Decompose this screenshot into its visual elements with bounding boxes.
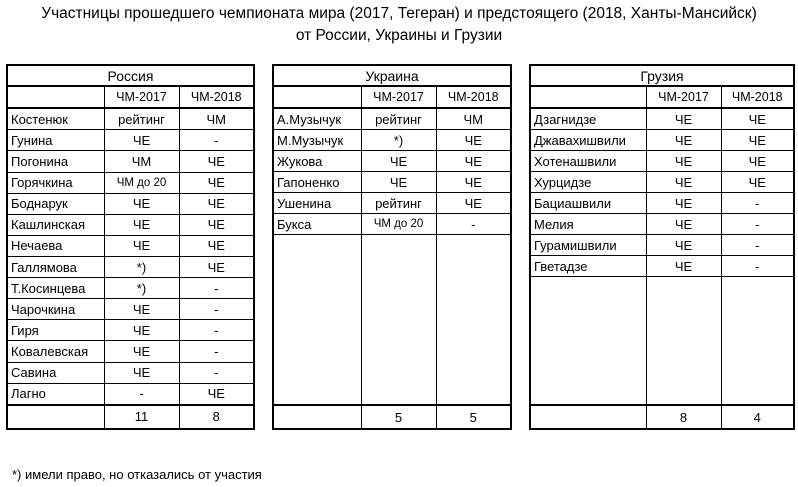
cell-2017: ЧЕ: [104, 193, 179, 214]
totals-row: [273, 405, 511, 429]
cell-2017: рейтинг: [361, 193, 436, 214]
table-row: [273, 214, 511, 235]
cell-2018: ЧЕ: [179, 193, 254, 214]
empty-filler-row: [273, 235, 511, 406]
table-row: [530, 151, 794, 172]
table-row: [7, 362, 254, 383]
country-name: Украина: [273, 65, 511, 86]
player-name: Погонина: [7, 151, 104, 172]
cell-2017: ЧЕ: [104, 299, 179, 320]
table-row: [273, 108, 511, 130]
column-header-2018: ЧМ-2018: [721, 86, 794, 108]
cell-2017: *): [104, 278, 179, 299]
total-2018: 4: [721, 405, 794, 429]
table-row: [530, 256, 794, 277]
totals-row: [530, 405, 794, 429]
table-row: [7, 108, 254, 130]
player-name: Гиря: [7, 320, 104, 341]
cell-2017: ЧЕ: [646, 214, 721, 235]
country-name: Грузия: [530, 65, 794, 86]
table-row: [530, 235, 794, 256]
column-header-empty: [530, 86, 646, 108]
filler-cell: [530, 277, 646, 406]
cell-2017: ЧЕ: [361, 172, 436, 193]
table-row: [273, 172, 511, 193]
cell-2017: ЧЕ: [646, 172, 721, 193]
russia-table: [6, 64, 255, 430]
cell-2017: -: [104, 383, 179, 405]
cell-2018: ЧЕ: [179, 172, 254, 193]
table-row: [7, 130, 254, 151]
player-name: Хурцидзе: [530, 172, 646, 193]
totals-label-empty: [273, 405, 361, 429]
player-name: М.Музычук: [273, 130, 361, 151]
cell-2017: ЧЕ: [104, 235, 179, 256]
player-name: Хотенашвили: [530, 151, 646, 172]
player-name: Жукова: [273, 151, 361, 172]
table-row: [7, 320, 254, 341]
cell-2017: ЧЕ: [646, 151, 721, 172]
cell-2018: ЧЕ: [179, 235, 254, 256]
cell-2017: ЧЕ: [646, 235, 721, 256]
table-row: [273, 193, 511, 214]
filler-cell: [721, 277, 794, 406]
table-row: [7, 278, 254, 299]
country-name: Россия: [7, 65, 254, 86]
cell-2017: ЧЕ: [104, 341, 179, 362]
cell-2017: ЧЕ: [646, 256, 721, 277]
player-name: Галлямова: [7, 256, 104, 277]
cell-2018: -: [721, 235, 794, 256]
cell-2018: -: [721, 256, 794, 277]
player-name: Джавахишвили: [530, 130, 646, 151]
cell-2018: -: [721, 193, 794, 214]
table-row: [7, 151, 254, 172]
cell-2018: ЧЕ: [721, 130, 794, 151]
total-2017: 5: [361, 405, 436, 429]
country-header-row: [530, 65, 794, 86]
table-row: [530, 214, 794, 235]
cell-2018: ЧЕ: [721, 108, 794, 130]
table-row: [7, 235, 254, 256]
total-2018: 8: [179, 405, 254, 429]
player-name: Ушенина: [273, 193, 361, 214]
player-name: А.Музычук: [273, 108, 361, 130]
column-header-row: [530, 86, 794, 108]
player-name: Гветадзе: [530, 256, 646, 277]
table-row: [7, 193, 254, 214]
ukraine-table: [272, 64, 512, 430]
cell-2018: -: [721, 214, 794, 235]
player-name: Бациашвили: [530, 193, 646, 214]
column-header-empty: [273, 86, 361, 108]
player-name: Гапоненко: [273, 172, 361, 193]
table-row: [530, 130, 794, 151]
column-header-2017: ЧМ-2017: [646, 86, 721, 108]
cell-2017: *): [104, 256, 179, 277]
player-name: Горячкина: [7, 172, 104, 193]
cell-2018: ЧМ: [179, 108, 254, 130]
cell-2018: -: [179, 130, 254, 151]
column-header-2018: ЧМ-2018: [436, 86, 511, 108]
column-header-empty: [7, 86, 104, 108]
cell-2018: ЧЕ: [721, 172, 794, 193]
cell-2018: ЧЕ: [179, 256, 254, 277]
total-2017: 11: [104, 405, 179, 429]
cell-2018: -: [179, 299, 254, 320]
filler-cell: [646, 277, 721, 406]
page-subtitle: от России, Украины и Грузии: [295, 27, 503, 44]
georgia-table: [529, 64, 795, 430]
player-name: Гурамишвили: [530, 235, 646, 256]
cell-2017: ЧЕ: [104, 320, 179, 341]
cell-2018: ЧЕ: [179, 151, 254, 172]
cell-2018: -: [179, 362, 254, 383]
totals-label-empty: [530, 405, 646, 429]
cell-2017: ЧМ: [104, 151, 179, 172]
table-row: [7, 341, 254, 362]
totals-label-empty: [7, 405, 104, 429]
player-name: Чарочкина: [7, 299, 104, 320]
player-name: Ковалевская: [7, 341, 104, 362]
player-name: Дзагнидзе: [530, 108, 646, 130]
column-header-2017: ЧМ-2017: [361, 86, 436, 108]
column-header-2017: ЧМ-2017: [104, 86, 179, 108]
cell-2017: ЧЕ: [646, 193, 721, 214]
cell-2017: ЧЕ: [646, 108, 721, 130]
cell-2018: ЧЕ: [436, 193, 511, 214]
filler-cell: [436, 235, 511, 406]
cell-2018: ЧЕ: [436, 172, 511, 193]
country-header-row: [7, 65, 254, 86]
table-row: [273, 151, 511, 172]
cell-2018: ЧЕ: [721, 151, 794, 172]
table-row: [7, 299, 254, 320]
cell-2018: ЧМ: [436, 108, 511, 130]
cell-2017: рейтинг: [361, 108, 436, 130]
cell-2017: ЧЕ: [104, 130, 179, 151]
player-name: Савина: [7, 362, 104, 383]
player-name: Лагно: [7, 383, 104, 405]
cell-2018: -: [436, 214, 511, 235]
empty-filler-row: [530, 277, 794, 406]
player-name: Т.Косинцева: [7, 278, 104, 299]
table-row: [7, 214, 254, 235]
player-name: Боднарук: [7, 193, 104, 214]
cell-2018: ЧЕ: [179, 383, 254, 405]
table-row: [7, 383, 254, 405]
cell-2018: -: [179, 278, 254, 299]
cell-2017: ЧМ до 20: [361, 214, 436, 235]
player-name: Букса: [273, 214, 361, 235]
cell-2017: *): [361, 130, 436, 151]
column-header-row: [7, 86, 254, 108]
cell-2018: -: [179, 341, 254, 362]
player-name: Костенюк: [7, 108, 104, 130]
column-header-2018: ЧМ-2018: [179, 86, 254, 108]
filler-cell: [273, 235, 361, 406]
cell-2017: ЧЕ: [104, 214, 179, 235]
table-row: [273, 130, 511, 151]
table-row: [530, 108, 794, 130]
cell-2017: ЧМ до 20: [104, 172, 179, 193]
table-row: [7, 256, 254, 277]
totals-row: [7, 405, 254, 429]
cell-2017: ЧЕ: [104, 362, 179, 383]
total-2018: 5: [436, 405, 511, 429]
player-name: Гунина: [7, 130, 104, 151]
table-row: [530, 172, 794, 193]
column-header-row: [273, 86, 511, 108]
cell-2017: ЧЕ: [361, 151, 436, 172]
table-row: [7, 172, 254, 193]
player-name: Мелия: [530, 214, 646, 235]
cell-2017: рейтинг: [104, 108, 179, 130]
filler-cell: [361, 235, 436, 406]
player-name: Кашлинская: [7, 214, 104, 235]
cell-2018: -: [179, 320, 254, 341]
total-2017: 8: [646, 405, 721, 429]
page-title: Участницы прошедшего чемпионата мира (2017, Тегеран) и предстоящего (2018, Ханты-Мансийск): [41, 5, 757, 22]
country-header-row: [273, 65, 511, 86]
cell-2018: ЧЕ: [179, 214, 254, 235]
footnote: *) имели право, но отказались от участия: [12, 467, 262, 482]
table-row: [530, 193, 794, 214]
cell-2017: ЧЕ: [646, 130, 721, 151]
cell-2018: ЧЕ: [436, 130, 511, 151]
player-name: Нечаева: [7, 235, 104, 256]
cell-2018: ЧЕ: [436, 151, 511, 172]
